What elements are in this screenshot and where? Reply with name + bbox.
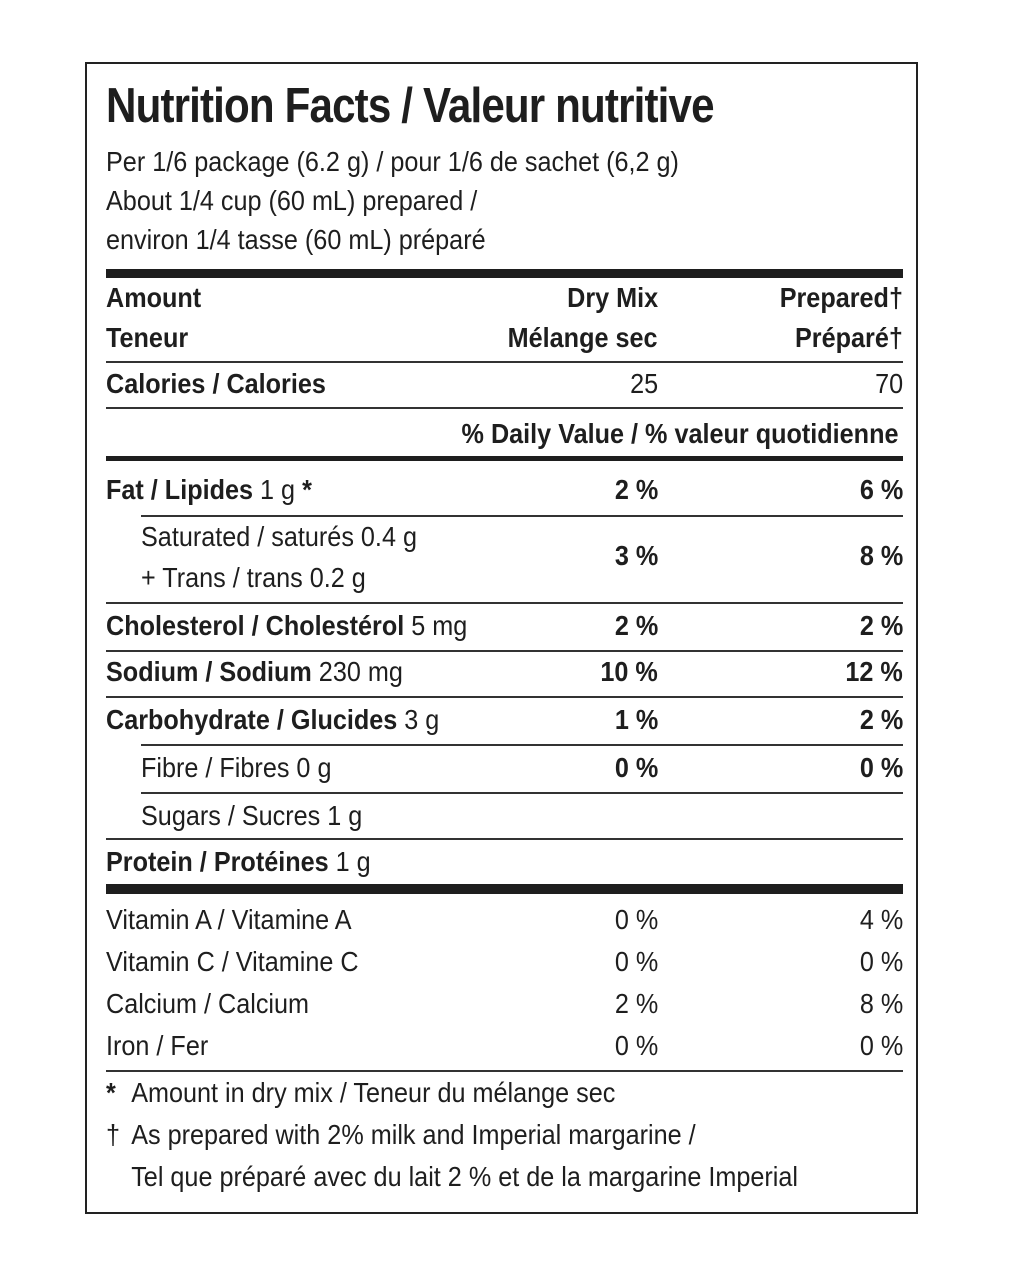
vitamin-label: Iron / Fer [106,1030,209,1061]
sodium-amount: 230 mg [318,656,403,687]
trans-label: + Trans / trans 0.2 g [141,562,366,593]
footnote-prepared [106,1119,696,1151]
footnote-prepared-text: As prepared with 2% milk and Imperial margarine / [131,1119,696,1150]
protein-amount: 1 g [335,846,371,877]
nutrition-facts-label [85,62,918,1214]
fibre-prepared: 0 % [859,752,903,783]
vitamin-prepared: 0 % [859,1030,903,1061]
fat-asterisk: * [302,474,312,505]
saturated-label: Saturated / saturés 0.4 g [141,521,417,552]
fibre-dry: 0 % [614,752,658,783]
label-content [106,64,903,1212]
divider [106,650,903,652]
melange-sec-header: Mélange sec [508,322,658,353]
vitamin-label: Vitamin A / Vitamine A [106,904,352,935]
divider [141,515,903,517]
calories-prepared: 70 [874,368,903,399]
carbohydrate-dry: 1 % [614,704,658,735]
fat-dry: 2 % [614,474,658,505]
fat-label: Fat / Lipides [106,474,254,505]
thick-divider [106,269,903,278]
saturated-prepared: 8 % [859,540,903,571]
vitamin-prepared: 4 % [859,904,903,935]
daily-value-heading: % Daily Value / % valeur quotidienne [461,418,898,449]
sodium-dry: 10 % [600,656,658,687]
calories-label: Calories / Calories [106,368,326,399]
footnote-dry-mix [106,1077,615,1109]
serving-prepared-line-fr: environ 1/4 tasse (60 mL) préparé [106,224,486,255]
medium-divider [106,456,903,461]
prepare-header: Préparé† [795,322,903,353]
carbohydrate-label: Carbohydrate / Glucides [106,704,398,735]
calories-dry: 25 [629,368,658,399]
serving-size-line: Per 1/6 package (6.2 g) / pour 1/6 de sachet (6,2 g) [106,146,679,177]
amount-header: Amount [106,282,202,313]
dry-mix-header: Dry Mix [566,282,658,313]
carbohydrate-prepared: 2 % [859,704,903,735]
vitamin-prepared: 0 % [859,946,903,977]
vitamin-dry: 0 % [614,946,658,977]
fat-amount: 1 g [260,474,296,505]
divider [141,744,903,746]
sodium-prepared: 12 % [845,656,903,687]
saturated-dry: 3 % [614,540,658,571]
cholesterol-label: Cholesterol / Cholestérol [106,610,405,641]
divider [106,1070,903,1072]
teneur-header: Teneur [106,322,189,353]
divider [106,407,903,409]
footnote-prepared-fr [106,1161,798,1193]
vitamin-label: Vitamin C / Vitamine C [106,946,359,977]
footnote-dry-mix-text: Amount in dry mix / Teneur du mélange sec [131,1077,616,1108]
vitamin-dry: 0 % [614,904,658,935]
fibre-label: Fibre / Fibres 0 g [141,752,332,783]
divider [106,602,903,604]
asterisk-symbol: * [106,1077,116,1108]
divider [106,696,903,698]
divider [106,838,903,840]
label-title: Nutrition Facts / Valeur nutritive [106,79,714,133]
divider [106,361,903,363]
fat-prepared: 6 % [859,474,903,505]
prepared-header: Prepared† [779,282,903,313]
dagger-symbol: † [106,1119,121,1150]
vitamin-label: Calcium / Calcium [106,988,310,1019]
vitamin-dry: 2 % [614,988,658,1019]
cholesterol-dry: 2 % [614,610,658,641]
cholesterol-prepared: 2 % [859,610,903,641]
sodium-label: Sodium / Sodium [106,656,312,687]
sugars-label: Sugars / Sucres 1 g [141,800,363,831]
footnote-prepared-fr-text: Tel que préparé avec du lait 2 % et de la margarine Imperial [131,1161,798,1192]
vitamin-dry: 0 % [614,1030,658,1061]
protein-label: Protein / Protéines [106,846,329,877]
cholesterol-amount: 5 mg [411,610,468,641]
thick-divider [106,884,903,894]
serving-prepared-line: About 1/4 cup (60 mL) prepared / [106,185,478,216]
divider [141,792,903,794]
vitamin-prepared: 8 % [859,988,903,1019]
carbohydrate-amount: 3 g [404,704,440,735]
